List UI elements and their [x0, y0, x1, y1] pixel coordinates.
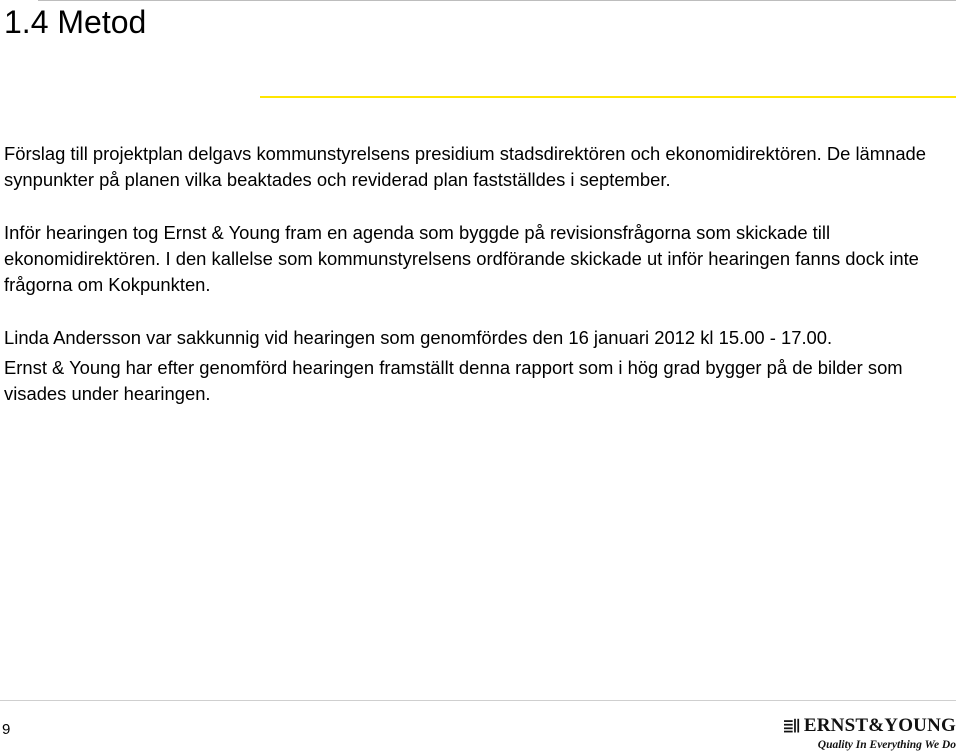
- page-title: 1.4 Metod: [4, 4, 147, 40]
- logo-tagline: Quality In Everything We Do: [817, 739, 956, 751]
- paragraph-2: Inför hearingen tog Ernst & Young fram en agenda som byggde på revisionsfrågorna som skickade till ekonomidirektören. I den kallelse som kommunstyrelsens ordförande skickade ut inför hearingen fanns dock inte frågorna om Kokpunkten.: [4, 222, 919, 295]
- title-underline: [260, 96, 956, 98]
- paragraph-3: Linda Andersson var sakkunnig vid hearingen som genomfördes den 16 januari 2012 kl 15.00 - 17.00.: [4, 327, 833, 348]
- top-divider: [38, 0, 956, 1]
- ey-logo-icon: [784, 716, 800, 736]
- logo-wordmark: ERNST&YOUNG: [803, 715, 956, 736]
- page-number: 9: [2, 721, 11, 738]
- ernst-young-logo: [784, 714, 956, 756]
- footer-divider: [0, 700, 956, 701]
- paragraph-1: Förslag till projektplan delgavs kommunstyrelsens presidium stadsdirektören och ekonomidirektören. De lämnade synpunkter på planen vilka beaktades och reviderad plan fastställdes i september.: [4, 143, 927, 190]
- body-text: [4, 141, 948, 407]
- paragraph-4: Ernst & Young har efter genomförd hearingen framställt denna rapport som i hög grad bygger på de bilder som visades under hearingen.: [4, 357, 903, 404]
